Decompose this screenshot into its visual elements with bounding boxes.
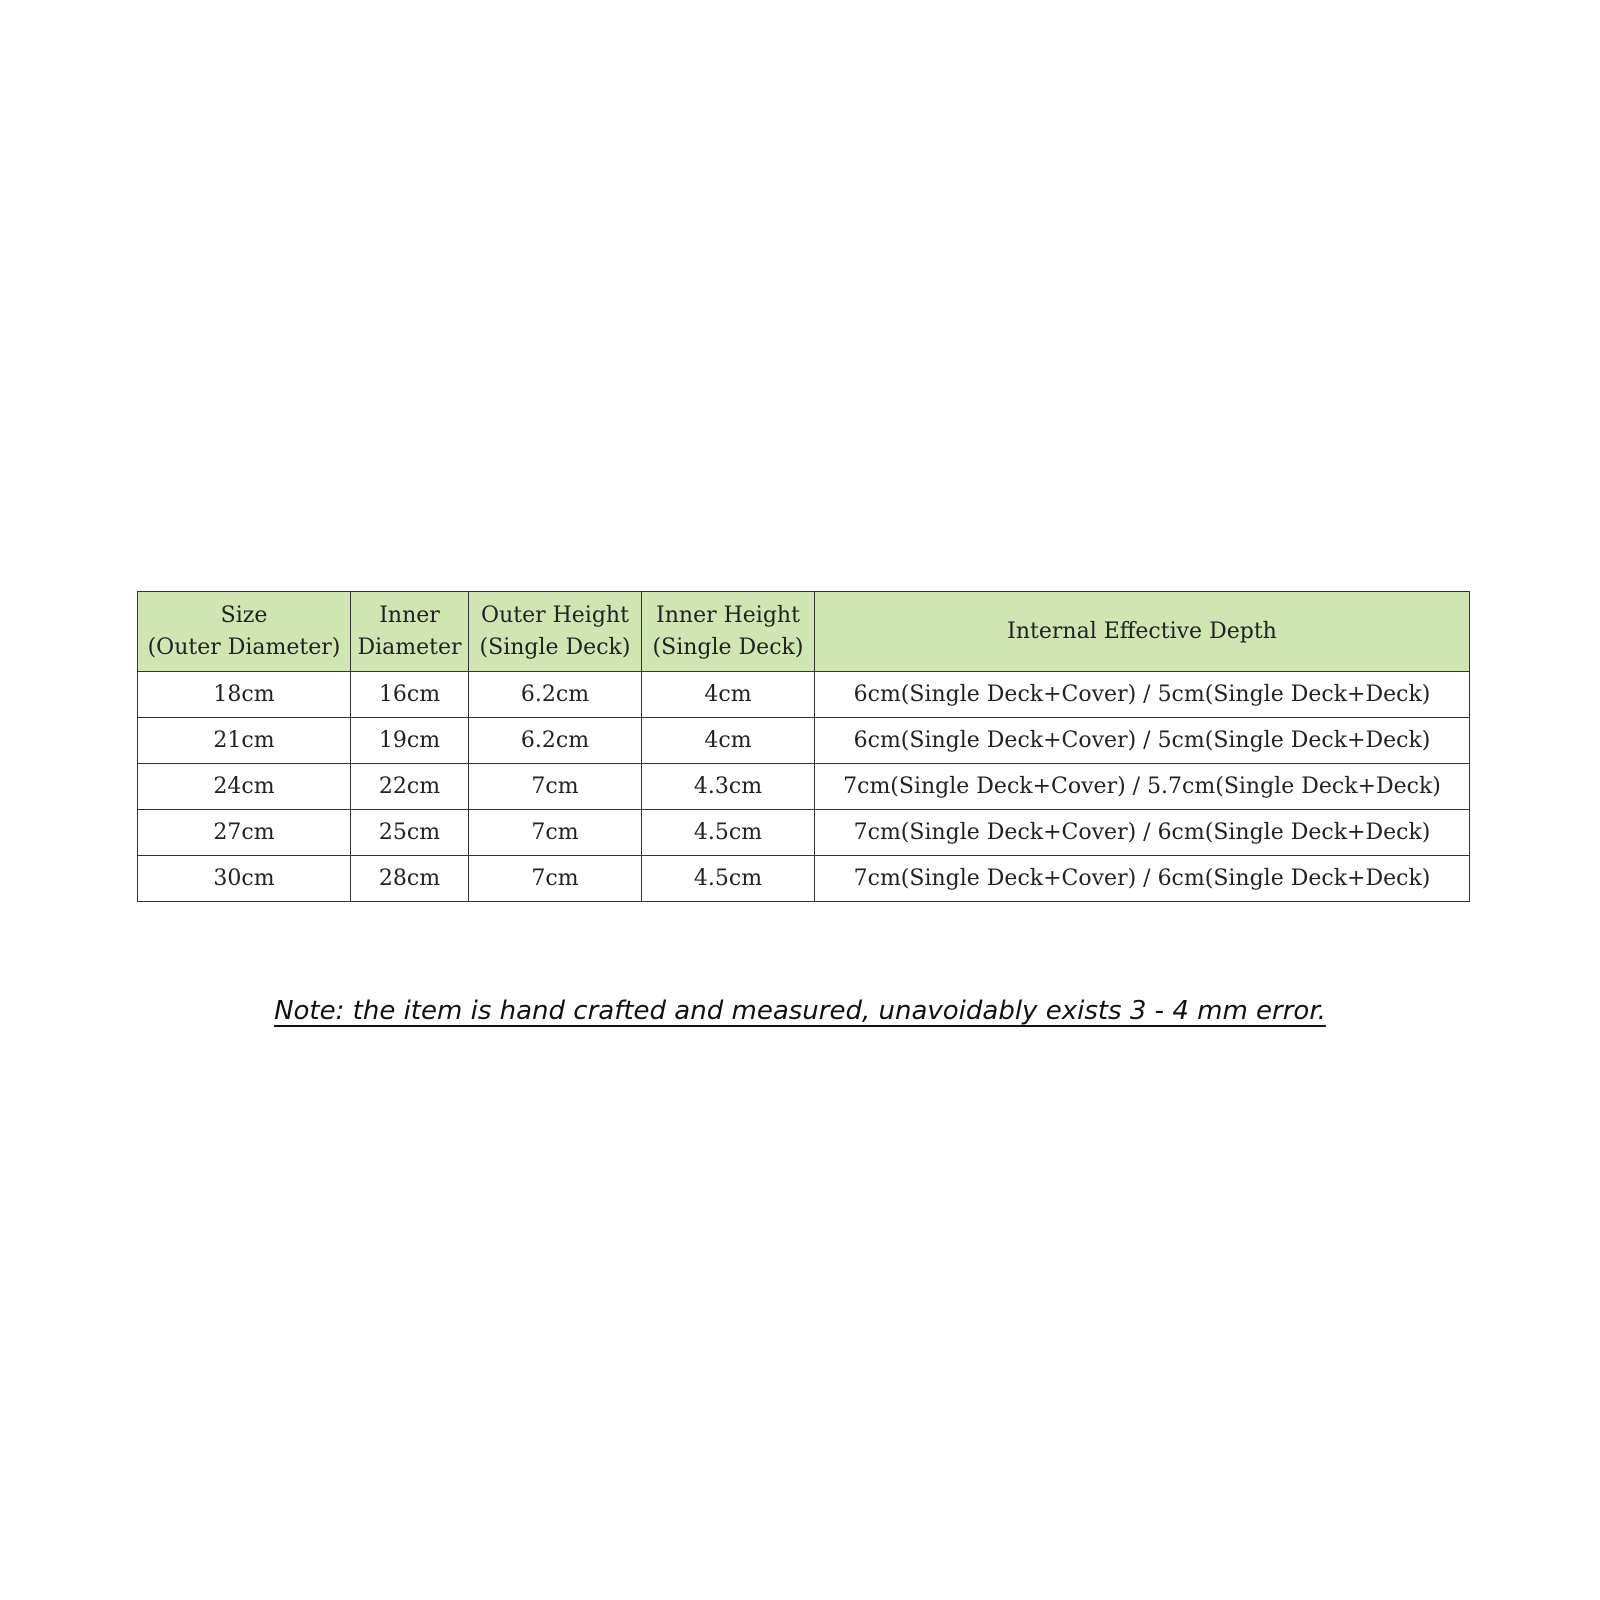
table-body <box>138 672 1470 902</box>
cell-inner-diameter: 25cm <box>351 810 469 856</box>
table-row <box>138 672 1470 718</box>
header-inner-diameter-line-1: Inner <box>379 602 440 628</box>
header-inner-height-line-1: Inner Height <box>656 602 800 628</box>
header-inner-diameter <box>351 592 469 672</box>
cell-outer-height: 7cm <box>469 764 642 810</box>
cell-outer-height: 7cm <box>469 810 642 856</box>
cell-outer-height: 6.2cm <box>469 718 642 764</box>
cell-inner-diameter: 16cm <box>351 672 469 718</box>
cell-size: 21cm <box>138 718 351 764</box>
cell-size: 18cm <box>138 672 351 718</box>
header-inner-height-line-2: (Single Deck) <box>652 634 804 660</box>
cell-effective-depth: 6cm(Single Deck+Cover) / 5cm(Single Deck+Deck) <box>815 718 1470 764</box>
cell-size: 24cm <box>138 764 351 810</box>
header-row <box>138 592 1470 672</box>
measurement-note <box>0 996 1600 1026</box>
cell-inner-height: 4cm <box>642 718 815 764</box>
table-row <box>138 856 1470 902</box>
header-size <box>138 592 351 672</box>
cell-inner-height: 4cm <box>642 672 815 718</box>
cell-inner-diameter: 22cm <box>351 764 469 810</box>
cell-effective-depth: 7cm(Single Deck+Cover) / 5.7cm(Single Deck+Deck) <box>815 764 1470 810</box>
header-size-line-2: (Outer Diameter) <box>147 634 341 660</box>
header-inner-height <box>642 592 815 672</box>
header-internal-effective-depth-line-1: Internal Effective Depth <box>1007 618 1277 644</box>
table-row <box>138 810 1470 856</box>
cell-outer-height: 6.2cm <box>469 672 642 718</box>
cell-effective-depth: 7cm(Single Deck+Cover) / 6cm(Single Deck+Deck) <box>815 856 1470 902</box>
size-table <box>137 591 1470 902</box>
table-header <box>138 592 1470 672</box>
cell-size: 30cm <box>138 856 351 902</box>
cell-effective-depth: 7cm(Single Deck+Cover) / 6cm(Single Deck+Deck) <box>815 810 1470 856</box>
header-internal-effective-depth <box>815 592 1470 672</box>
table-row <box>138 718 1470 764</box>
cell-effective-depth: 6cm(Single Deck+Cover) / 5cm(Single Deck+Deck) <box>815 672 1470 718</box>
cell-inner-diameter: 28cm <box>351 856 469 902</box>
header-inner-diameter-line-2: Diameter <box>357 634 462 660</box>
cell-inner-height: 4.3cm <box>642 764 815 810</box>
header-outer-height <box>469 592 642 672</box>
table-row <box>138 764 1470 810</box>
cell-outer-height: 7cm <box>469 856 642 902</box>
cell-inner-height: 4.5cm <box>642 856 815 902</box>
header-outer-height-line-2: (Single Deck) <box>479 634 631 660</box>
cell-inner-diameter: 19cm <box>351 718 469 764</box>
header-outer-height-line-1: Outer Height <box>481 602 629 628</box>
cell-size: 27cm <box>138 810 351 856</box>
cell-inner-height: 4.5cm <box>642 810 815 856</box>
header-size-line-1: Size <box>220 602 268 628</box>
measurement-note-text: Note: the item is hand crafted and measured, unavoidably exists 3 - 4 mm error. <box>274 996 1326 1026</box>
